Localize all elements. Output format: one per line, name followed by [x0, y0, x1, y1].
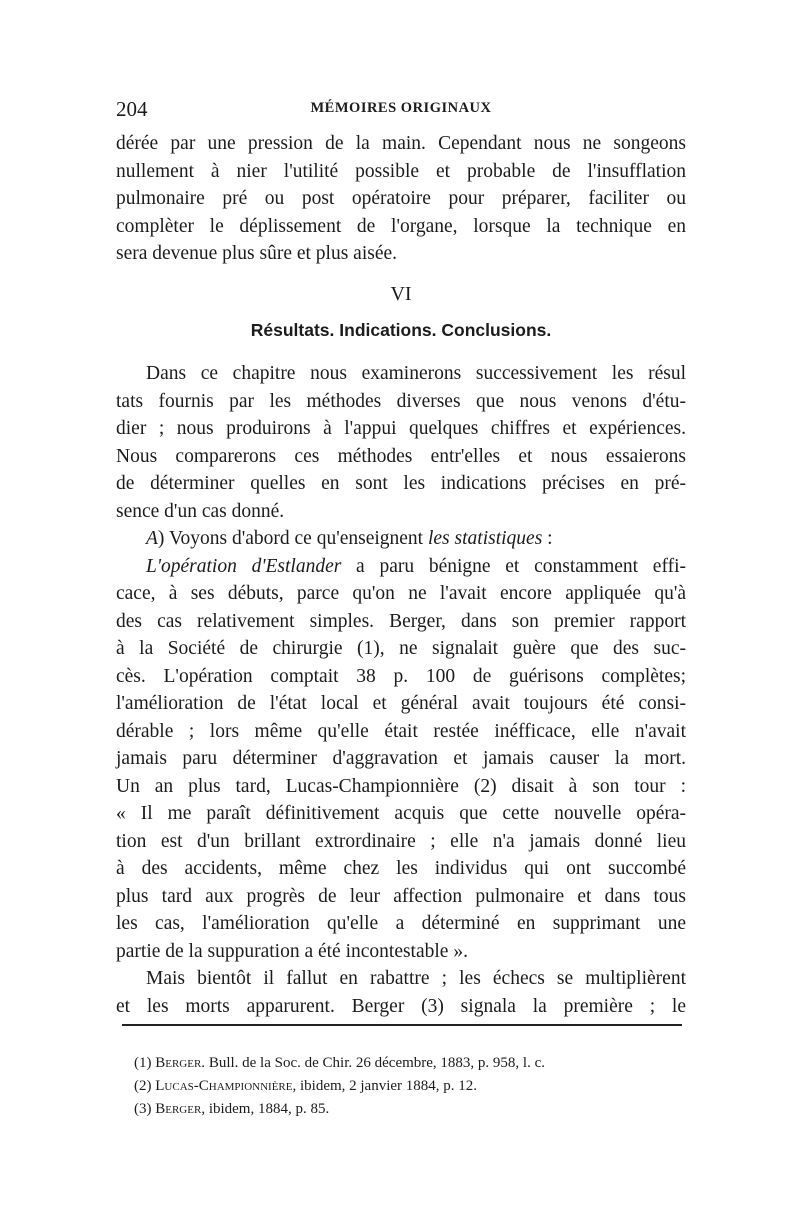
- footnote-author: Berger.: [155, 1055, 206, 1071]
- footnote-author: Berger: [155, 1101, 202, 1117]
- footnote-3: [134, 1098, 694, 1121]
- text-line: à des accidents, même chez les individus qui ont succombé: [116, 858, 686, 879]
- text-line: jamais paru déterminer d'aggravation et jamais causer la mort.: [116, 748, 686, 769]
- paragraph-b-text: a paru bénigne et constamment effi-: [341, 555, 686, 577]
- text-line: sera devenue plus sûre et plus aisée.: [116, 243, 398, 264]
- text-line: plus tard aux progrès de leur affection pulmonaire et dans tous: [116, 885, 686, 907]
- text-line: tion est d'un brillant extrordinaire ; elle n'a jamais donné lieu: [116, 830, 686, 852]
- text-line: Mais bientôt il fallut en rabattre ; les échecs se multiplièrent: [146, 968, 686, 989]
- footnote-text: Bull. de la Soc. de Chir. 26 décembre, 1883, p. 958, l. c.: [205, 1055, 546, 1071]
- text-line: complèter le déplissement de l'organe, lorsque la technique en: [116, 215, 686, 237]
- text-line: Dans ce chapitre nous examinerons successivement les résul: [146, 363, 686, 384]
- text-line: à la Société de chirurgie (1), ne signalait guère que des suc-: [116, 638, 686, 659]
- text-line: « Il me paraît définitivement acquis que cette nouvelle opéra-: [116, 803, 686, 824]
- running-title: MÉMOIRES ORIGINAUX: [310, 100, 492, 116]
- paragraph-b-first-line: [116, 553, 686, 581]
- footnotes: [134, 1052, 694, 1121]
- footnote-number: (3): [134, 1101, 152, 1117]
- text-line: et les morts apparurent. Berger (3) signala la première ; le: [116, 995, 686, 1017]
- text-line: l'amélioration de l'état local et général avait toujours été consi-: [116, 693, 686, 714]
- text-line: des cas relativement simples. Berger, dans son premier rapport: [116, 610, 686, 632]
- footnote-2: [134, 1075, 694, 1098]
- text-line: dérable ; lors même qu'elle était restée inéfficace, elle n'avait: [116, 720, 686, 742]
- text-line: nullement à nier l'utilité possible et probable de l'insufflation: [116, 160, 686, 182]
- text-line: les cas, l'amélioration qu'elle a déterminé en supprimant une: [116, 913, 686, 934]
- footnote-text: , ibidem, 1884, p. 85.: [201, 1101, 330, 1117]
- footnote-text: , ibidem, 2 janvier 1884, p. 12.: [292, 1078, 478, 1094]
- footnote-number: (2): [134, 1078, 152, 1094]
- paragraph-b-emphasis: L'opération d'Estlander: [146, 555, 342, 577]
- text-line: partie de la suppuration a été incontestable ».: [116, 940, 468, 962]
- paragraph-a-emphasis: les statistiques: [427, 528, 543, 549]
- paragraph-a-text: ) Voyons d'abord ce qu'enseignent: [157, 528, 428, 549]
- footnote-rule: [122, 1024, 682, 1026]
- text-line: Nous comparerons ces méthodes entr'elles et nous essaierons: [116, 445, 686, 467]
- body-text-top: [116, 130, 686, 268]
- text-line: dérée par une pression de la main. Cependant nous ne songeons: [116, 133, 686, 154]
- section-title: Résultats. Indications. Conclusions.: [250, 320, 552, 340]
- text-line: cace, à ses débuts, parce qu'on ne l'avait encore appliquée qu'à: [116, 583, 686, 604]
- text-line: pulmonaire pré ou post opératoire pour préparer, faciliter ou: [116, 188, 686, 209]
- text-line: tats fournis par les méthodes diverses que nous venons d'étu-: [116, 390, 686, 412]
- paragraph-a-end: :: [542, 528, 553, 549]
- text-line: dier ; nous produirons à l'appui quelques chiffres et expériences.: [116, 418, 686, 439]
- text-line: sence d'un cas donné.: [116, 500, 285, 522]
- body-text-main: [116, 360, 686, 1020]
- text-line: cès. L'opération comptait 38 p. 100 de guérisons complètes;: [116, 665, 686, 687]
- footnote-1: [134, 1052, 694, 1075]
- paragraph-a-label: A: [146, 528, 158, 549]
- footnote-author: Lucas-Championnière: [155, 1078, 293, 1094]
- page-header: [116, 97, 686, 123]
- text-line: de déterminer quelles en sont les indications précises en pré-: [116, 473, 686, 494]
- text-line: Un an plus tard, Lucas-Championnière (2) disait à son tour :: [116, 775, 686, 797]
- paragraph-a-line: [116, 525, 686, 553]
- section-number: VI: [390, 283, 412, 305]
- footnote-number: (1): [134, 1055, 152, 1071]
- page-number: 204: [116, 97, 148, 121]
